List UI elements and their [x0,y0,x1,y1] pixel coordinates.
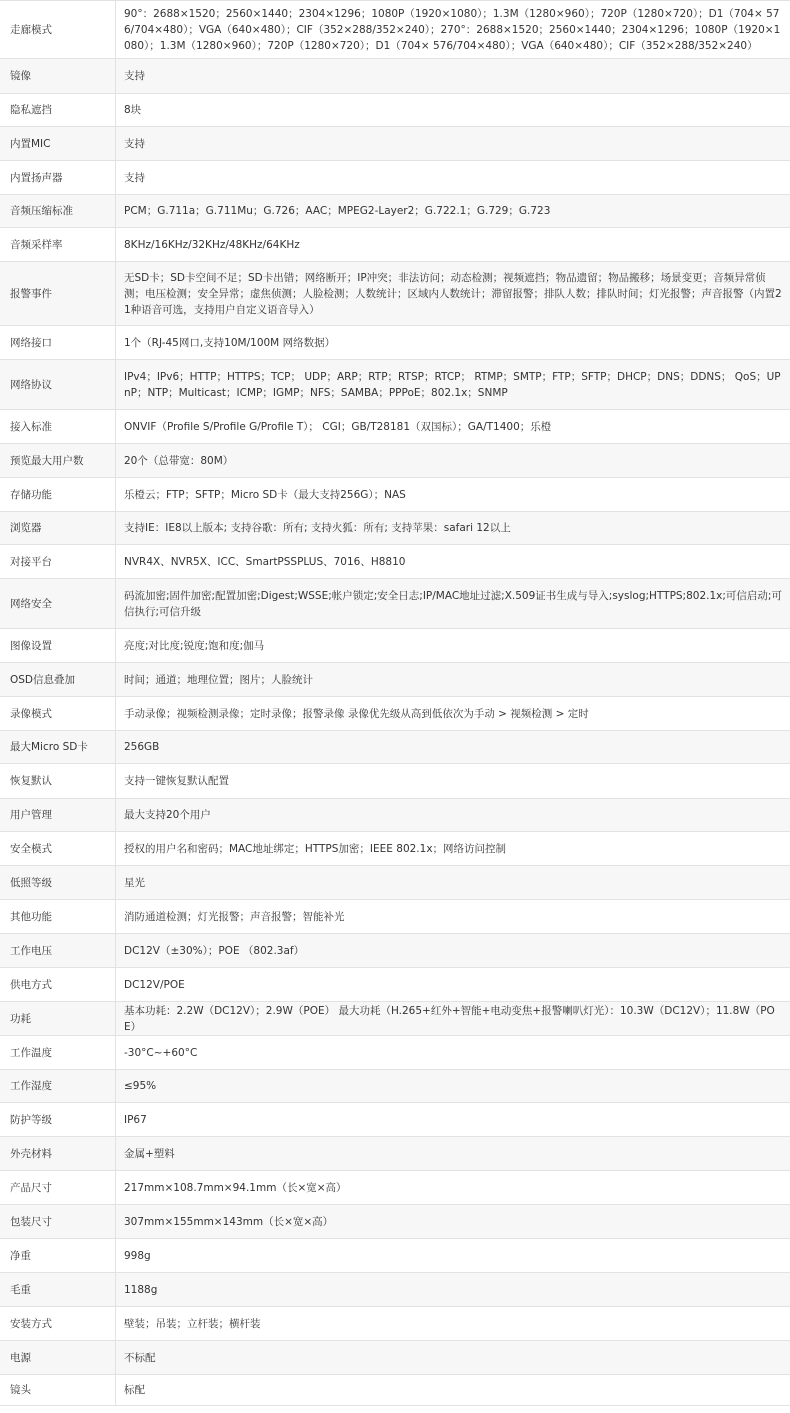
spec-value: 支持一键恢复默认配置 [124,775,229,787]
spec-row [0,697,790,731]
spec-value-cell [116,1036,790,1070]
spec-value: -30°C~+60°C [124,1046,198,1059]
spec-value: 90°：2688×1520；2560×1440；2304×1296；1080P（1920×1080）；1.3M（1280×960）；720P（1280×720）；D1（704× 576/704×480）；VGA（640×480）；CIF（352×288/352×240）；270°：2688×1520；2560×1440；2304×1296；1080P（1920×1080）；1.3M（1280×960）；720P（1280×720）；D1（704× 576/704×480）；VGA（640×480）；CIF（352×288/352×240） [124,7,781,52]
spec-value-cell [116,360,790,410]
spec-row [0,968,790,1002]
spec-value: 支持 [124,70,145,82]
spec-label: 低照等级 [0,866,116,900]
spec-value: 1个（RJ-45网口,支持10M/100M 网络数据） [124,336,336,349]
spec-label: 网络安全 [0,579,116,629]
spec-row [0,1036,790,1070]
spec-value: 壁装；吊装；立杆装；横杆装 [124,1317,261,1330]
spec-label: 网络接口 [0,326,116,360]
spec-row [0,1103,790,1137]
spec-value-cell [116,161,790,195]
spec-value-cell [116,697,790,731]
spec-value-cell [116,262,790,326]
spec-row [0,410,790,444]
spec-row [0,663,790,697]
spec-label: 净重 [0,1239,116,1273]
spec-label: 包装尺寸 [0,1205,116,1239]
spec-row [0,1137,790,1171]
spec-row [0,799,790,832]
spec-value: 1188g [124,1283,158,1296]
spec-row [0,59,790,94]
spec-value-cell [116,94,790,127]
spec-row [0,731,790,764]
spec-value: 不标配 [124,1351,156,1364]
spec-value: ONVIF（Profile S/Profile G/Profile T）； CGI；GB/T28181（双国标）；GA/T1400；乐橙 [124,420,552,433]
spec-value-cell [116,1375,790,1406]
spec-label: 存储功能 [0,478,116,512]
spec-label: 对接平台 [0,545,116,579]
spec-value-cell [116,579,790,629]
spec-row [0,1341,790,1375]
spec-label: 最大Micro SD卡 [0,731,116,764]
spec-label: 功耗 [0,1002,116,1036]
spec-row [0,127,790,161]
spec-value-cell [116,866,790,900]
spec-row [0,1171,790,1205]
spec-label: 恢复默认 [0,764,116,799]
spec-label: 防护等级 [0,1103,116,1137]
spec-row [0,832,790,866]
spec-value: 码流加密;固件加密;配置加密;Digest;WSSE;帐户锁定;安全日志;IP/MAC地址过滤;X.509证书生成与导入;syslog;HTTPS;802.1x;可信启动;可信执行;可信升级 [124,589,782,618]
spec-label: 电源 [0,1341,116,1375]
spec-value-cell [116,410,790,444]
spec-value-cell [116,1137,790,1171]
spec-value-cell [116,478,790,512]
spec-value: 8KHz/16KHz/32KHz/48KHz/64KHz [124,238,300,251]
spec-value: 时间；通道；地理位置；图片；人脸统计 [124,673,313,686]
spec-value-cell [116,1307,790,1341]
spec-row [0,934,790,968]
spec-label: 供电方式 [0,968,116,1002]
spec-value-cell [116,1341,790,1375]
spec-value-cell [116,1171,790,1205]
spec-value: 307mm×155mm×143mm（长×宽×高） [124,1215,334,1228]
spec-label: 走廊模式 [0,1,116,59]
spec-value-cell [116,228,790,262]
spec-value: IPv4；IPv6；HTTP；HTTPS；TCP； UDP；ARP；RTP；RTSP；RTCP； RTMP；SMTP；FTP；SFTP；DHCP；DNS；DDNS； QoS；UPnP；NTP；Multicast；ICMP；IGMP；NFS；SAMBA；PPPoE；802.1x；SNMP [124,370,781,399]
spec-value: 998g [124,1249,151,1262]
spec-label: OSD信息叠加 [0,663,116,697]
spec-value-cell [116,934,790,968]
spec-label: 音频压缩标准 [0,195,116,228]
spec-label: 工作温度 [0,1036,116,1070]
spec-value: 20个（总带宽：80M） [124,454,234,467]
spec-value: 乐橙云；FTP；SFTP；Micro SD卡（最大支持256G）；NAS [124,488,406,501]
spec-value-cell [116,663,790,697]
spec-value: DC12V/POE [124,978,185,991]
spec-value: 无SD卡；SD卡空间不足；SD卡出错；网络断开；IP冲突；非法访问；动态检测；视频遮挡；物品遗留；物品搬移；场景变更；音频异常侦测；电压检测；安全异常；虚焦侦测；人脸检测；人数统计；区域内人数统计；滞留报警；排队人数；排队时间；灯光报警；声音报警（内置21种语音可选，支持用户自定义语音导入） [124,271,782,316]
spec-label: 接入标准 [0,410,116,444]
spec-value: 217mm×108.7mm×94.1mm（长×宽×高） [124,1181,347,1194]
spec-label: 音频采样率 [0,228,116,262]
spec-value: 金属+塑料 [124,1147,175,1160]
spec-value-cell [116,59,790,94]
spec-row [0,161,790,195]
spec-value: 亮度;对比度;锐度;饱和度;伽马 [124,639,265,652]
spec-value: 星光 [124,876,145,889]
spec-label: 网络协议 [0,360,116,410]
spec-label: 工作电压 [0,934,116,968]
spec-row [0,545,790,579]
spec-value: 8块 [124,104,142,116]
spec-value-cell [116,545,790,579]
spec-row [0,1070,790,1103]
spec-label: 安装方式 [0,1307,116,1341]
spec-row [0,512,790,545]
spec-row [0,866,790,900]
spec-value: 基本功耗：2.2W（DC12V）；2.9W（POE） 最大功耗（H.265+红外+智能+电动变焦+报警喇叭灯光）：10.3W（DC12V）；11.8W（POE） [124,1004,775,1033]
spec-value-cell [116,326,790,360]
spec-value-cell [116,900,790,934]
spec-value-cell [116,1070,790,1103]
spec-value-cell [116,799,790,832]
spec-row [0,360,790,410]
spec-value: 标配 [124,1384,145,1396]
spec-row [0,1375,790,1406]
spec-value: 手动录像；视频检测录像；定时录像；报警录像 录像优先级从高到低依次为手动 > 视频检测 > 定时 [124,707,589,720]
spec-label: 镜头 [0,1375,116,1406]
spec-row [0,94,790,127]
spec-row [0,228,790,262]
spec-value-cell [116,968,790,1002]
spec-row [0,629,790,663]
spec-row [0,764,790,799]
spec-value: 256GB [124,741,160,753]
spec-row [0,195,790,228]
spec-value-cell [116,195,790,228]
spec-label: 内置扬声器 [0,161,116,195]
spec-row [0,1239,790,1273]
spec-value: 支持 [124,137,145,150]
spec-row [0,1273,790,1307]
spec-label: 隐私遮挡 [0,94,116,127]
spec-label: 浏览器 [0,512,116,545]
spec-row [0,1205,790,1239]
spec-label: 用户管理 [0,799,116,832]
spec-value: 授权的用户名和密码；MAC地址绑定；HTTPS加密；IEEE 802.1x；网络访问控制 [124,842,507,855]
spec-label: 工作湿度 [0,1070,116,1103]
spec-label: 内置MIC [0,127,116,161]
spec-label: 预览最大用户数 [0,444,116,478]
spec-value-cell [116,764,790,799]
spec-value: IP67 [124,1113,147,1126]
spec-value-cell [116,127,790,161]
spec-value: 支持IE：IE8以上版本; 支持谷歌：所有; 支持火狐：所有; 支持苹果：safari 12以上 [124,522,511,534]
spec-value-cell [116,1,790,59]
spec-row [0,262,790,326]
spec-value: 支持 [124,171,145,184]
spec-value-cell [116,512,790,545]
spec-label: 外壳材料 [0,1137,116,1171]
spec-label: 安全模式 [0,832,116,866]
spec-row [0,444,790,478]
spec-label: 其他功能 [0,900,116,934]
spec-label: 镜像 [0,59,116,94]
spec-value-cell [116,1205,790,1239]
spec-value-cell [116,1002,790,1036]
spec-label: 毛重 [0,1273,116,1307]
spec-value: 消防通道检测；灯光报警；声音报警；智能补光 [124,910,345,923]
spec-label: 录像模式 [0,697,116,731]
spec-value: PCM；G.711a；G.711Mu；G.726；AAC；MPEG2-Layer2；G.722.1；G.729；G.723 [124,205,551,217]
spec-value-cell [116,1273,790,1307]
spec-value-cell [116,1239,790,1273]
spec-value-cell [116,731,790,764]
spec-row [0,478,790,512]
spec-row [0,900,790,934]
spec-label: 图像设置 [0,629,116,663]
spec-row [0,1002,790,1036]
spec-value: 最大支持20个用户 [124,809,211,821]
spec-row [0,579,790,629]
spec-value-cell [116,629,790,663]
spec-value-cell [116,832,790,866]
spec-value: NVR4X、NVR5X、ICC、SmartPSSPLUS、7016、H8810 [124,555,406,568]
spec-value: DC12V（±30%）；POE （802.3af） [124,944,305,957]
spec-label: 产品尺寸 [0,1171,116,1205]
spec-label: 报警事件 [0,262,116,326]
spec-row [0,1,790,59]
spec-table-body [0,1,790,1406]
spec-value: ≤95% [124,1080,157,1092]
spec-row [0,1307,790,1341]
spec-value-cell [116,1103,790,1137]
spec-value-cell [116,444,790,478]
spec-row [0,326,790,360]
